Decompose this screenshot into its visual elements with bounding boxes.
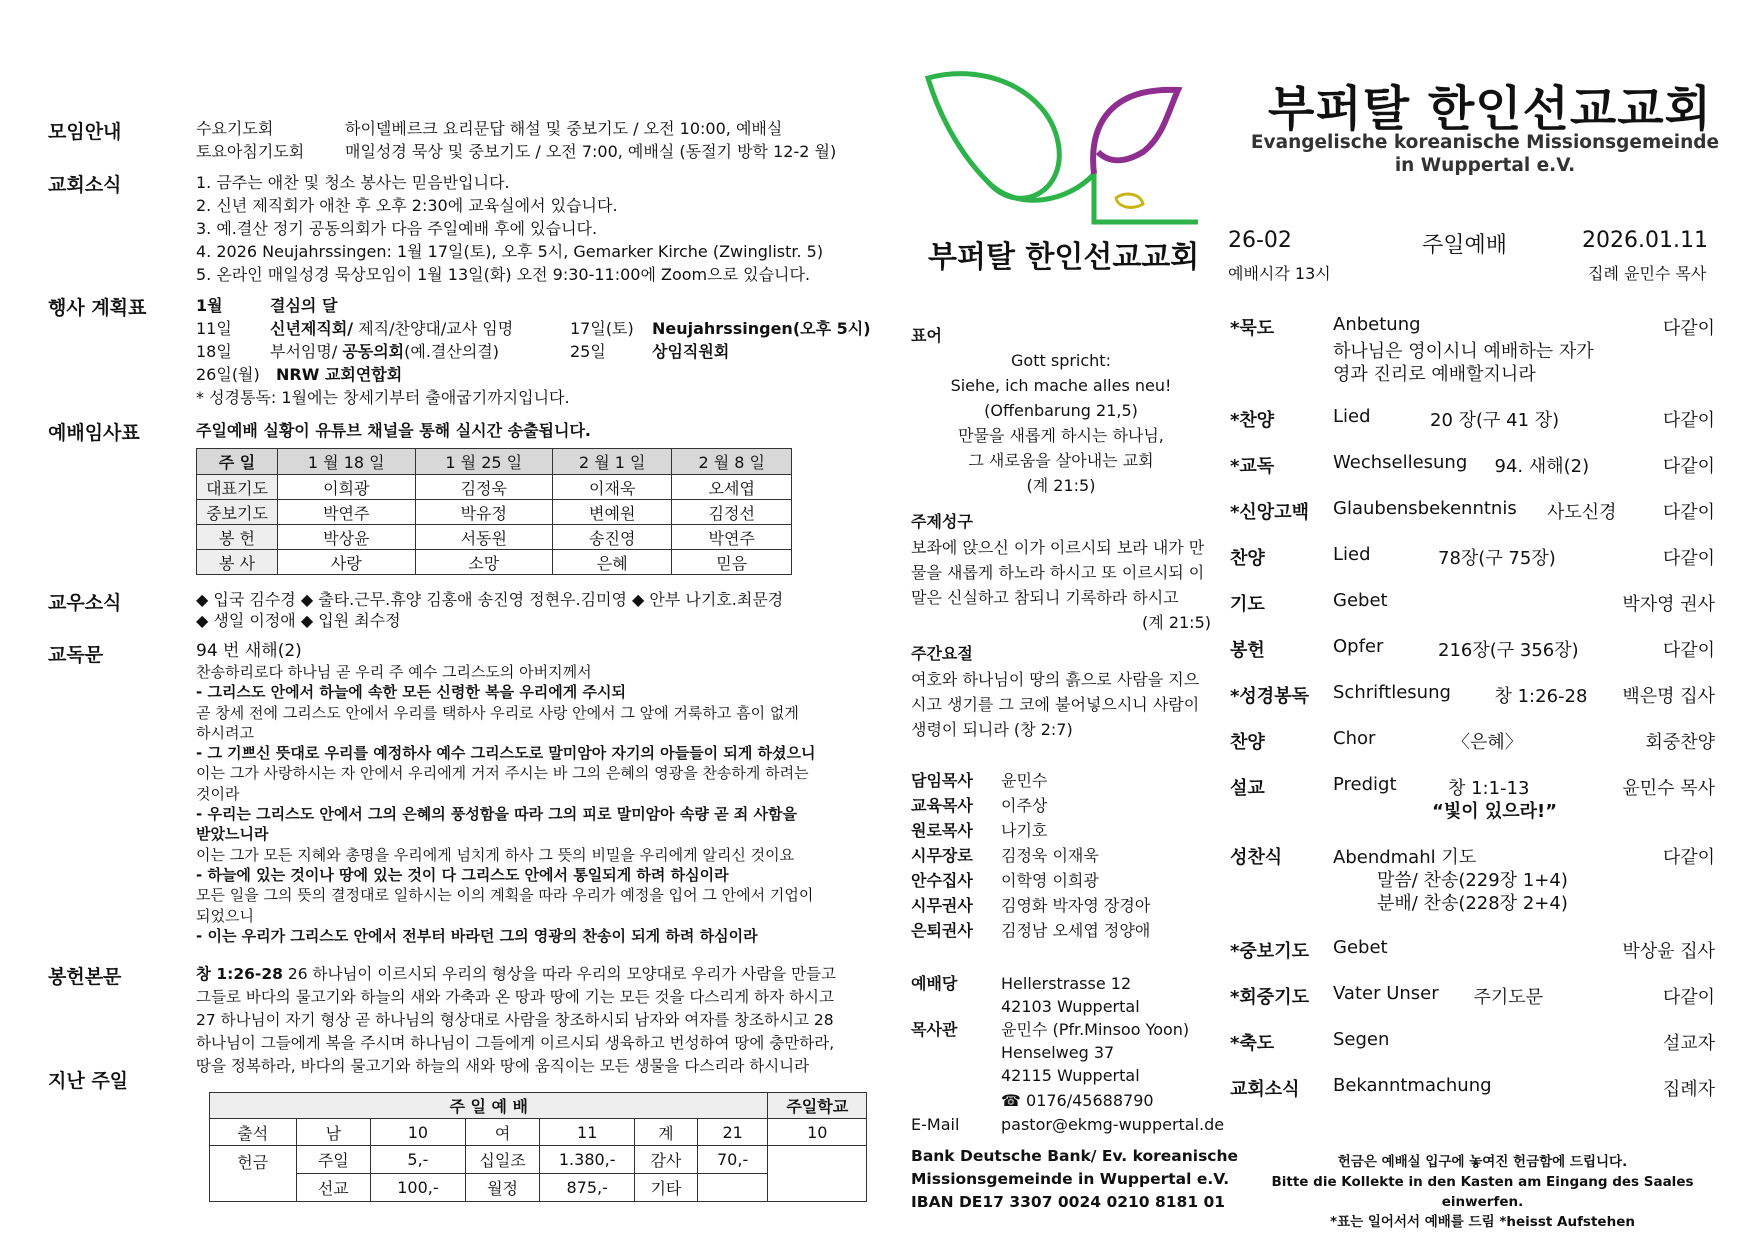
event-item: 부서임명/ 공동의회(예.결산의결) bbox=[270, 342, 499, 361]
duty-cell: 변예원 bbox=[553, 500, 672, 525]
reading-line: 것이라 bbox=[196, 784, 240, 803]
manse-label: 목사관 bbox=[911, 1020, 958, 1039]
events-month: 1월 bbox=[196, 296, 223, 315]
meeting-row-2-desc: 매일성경 묵상 및 중보기도 / 오전 7:00, 예배실 (동절기 방학 12-2 월) bbox=[345, 142, 837, 161]
weekly-verse-label: 주간요절 bbox=[911, 644, 973, 663]
duty-cell: 박유정 bbox=[415, 500, 553, 525]
service-date: 2026.01.11 bbox=[1582, 228, 1708, 253]
list-item: 시무권사 김영화 박자영 장경아 bbox=[911, 896, 1151, 915]
offering-label: 봉헌본문 bbox=[48, 966, 122, 988]
duty-header: 1 월 18 일 bbox=[278, 449, 416, 475]
reading-line: 이는 그가 모든 지혜와 총명을 우리에게 넘치게 하사 그 뜻의 비밀을 우리에게 알리신 것이요 bbox=[196, 845, 795, 864]
service-item-name: 찬양 bbox=[1230, 732, 1265, 753]
service-item-de: Schriftlesung bbox=[1333, 682, 1451, 703]
service-item-subtext: “빛이 있으라!” bbox=[1432, 801, 1558, 822]
news-item: 5. 온라인 매일성경 묵상모임이 1월 13일(화) 오전 9:30-11:00에 Zoom으로 있습니다. bbox=[196, 265, 811, 284]
meeting-row-1-name: 수요기도회 bbox=[196, 119, 274, 138]
service-item-de: Gebet bbox=[1333, 937, 1388, 958]
service-item-leader: 박상윤 집사 bbox=[1622, 941, 1715, 962]
service-time: 예배시각 13시 bbox=[1228, 264, 1331, 283]
news-item: 2. 신년 제직회가 애찬 후 오후 2:30에 교육실에서 있습니다. bbox=[196, 196, 618, 215]
service-item-detail: 94. 새해(2) bbox=[1494, 456, 1590, 477]
service-item-subtext: 영과 진리로 예배할지니라 bbox=[1333, 364, 1536, 385]
service-item-name: *중보기도 bbox=[1230, 941, 1309, 962]
reading-title: 94 번 새해(2) bbox=[196, 641, 302, 661]
list-item: 시무장로 김정욱 이재욱 bbox=[911, 846, 1099, 865]
reading-line: 이는 그가 사랑하시는 자 안에서 우리에게 거저 주시는 바 그의 은혜의 영광을 찬송하게 하려는 bbox=[196, 764, 809, 783]
attendance-head: 주 일 예 배 bbox=[210, 1093, 768, 1119]
service-item-leader: 다같이 bbox=[1662, 318, 1715, 339]
presider: 집례 윤민수 목사 bbox=[1588, 264, 1707, 283]
email-link[interactable]: pastor@ekmg-wuppertal.de bbox=[1001, 1115, 1225, 1134]
duty-cell: 박상윤 bbox=[278, 525, 416, 550]
service-item-name: 봉헌 bbox=[1230, 640, 1265, 661]
duty-cell: 김정선 bbox=[672, 500, 792, 525]
duty-cell: 서동원 bbox=[415, 525, 553, 550]
service-item-de: Predigt bbox=[1333, 774, 1397, 795]
service-item-de: Gebet bbox=[1333, 590, 1388, 611]
service-item-de: Vater Unser bbox=[1333, 983, 1439, 1004]
duty-header: 2 월 1 일 bbox=[553, 449, 672, 475]
table-row bbox=[197, 500, 792, 525]
service-item-de: Glaubensbekenntnis bbox=[1333, 498, 1517, 519]
meeting-label: 모임안내 bbox=[48, 121, 122, 143]
service-item-subtext: 분배/ 찬송(228장 2+4) bbox=[1377, 893, 1568, 914]
service-item-name: *교독 bbox=[1230, 456, 1275, 477]
service-item-detail: 216장(구 356장) bbox=[1438, 640, 1579, 661]
duty-cell: 송진영 bbox=[553, 525, 672, 550]
weekly-verse: 여호와 하나님이 땅의 흙으로 사람을 지으 시고 생기를 그 코에 불어넣으시니 사람이 생령이 되니라 (창 2:7) bbox=[911, 670, 1200, 739]
email-label: E-Mail bbox=[911, 1115, 960, 1134]
table-row bbox=[197, 550, 792, 575]
event-item: 신년제직회/ 제직/찬양대/교사 임명 bbox=[270, 319, 514, 338]
duty-cell: 박연주 bbox=[672, 525, 792, 550]
events-theme: 결심의 달 bbox=[270, 296, 338, 315]
duty-table bbox=[196, 448, 792, 575]
service-item-leader: 다같이 bbox=[1662, 987, 1715, 1008]
duty-cell: 김정욱 bbox=[415, 475, 553, 500]
service-item-de: Abendmahl 기도 bbox=[1333, 847, 1477, 868]
news-label: 교회소식 bbox=[48, 174, 122, 196]
events-note: * 성경통독: 1월에는 창세기부터 출애굽기까지입니다. bbox=[196, 388, 570, 407]
service-item-detail: 78장(구 75장) bbox=[1438, 548, 1556, 569]
event-item: NRW 교회연합회 bbox=[276, 365, 403, 384]
last-week-label: 지난 주일 bbox=[48, 1070, 129, 1092]
duty-cell: 사랑 bbox=[278, 550, 416, 575]
offering-text: 창 1:26-28 26 하나님이 이르시되 우리의 형상을 따라 우리의 모양대로 우리가 사람을 만들고 그들로 바다의 물고기와 하늘의 새와 가축과 온 땅과 땅에 기는 모든 것을 다스리게 하자 하시고 27 하나님이 자기 형상 곧 하나님의 형상대로 사람을 창조하시되 남자와 여자를 창조하시고 28 하나님이 그들에게 복을 주시며 하나님이 그들에게 이르시되 생육하고 번성하여 땅에 충만하라, 땅을 정복하라, 바다의 물고기와 하늘의 새와 땅에 움직이는 모든 생물을 다스리라 하시니라 bbox=[196, 965, 836, 1075]
duty-cell: 믿음 bbox=[672, 550, 792, 575]
bank-info: Bank Deutsche Bank/ Ev. koreanische Missionsgemeinde in Wuppertal e.V. IBAN DE17 3307 0024 0210 8181 01 bbox=[911, 1147, 1239, 1211]
reading-line: 곧 창세 전에 그리스도 안에서 우리를 택하사 우리로 사랑 안에서 그 앞에 거룩하고 흠이 없게 bbox=[196, 703, 799, 722]
events-label: 행사 계획표 bbox=[48, 297, 147, 319]
staff-list bbox=[911, 768, 1150, 943]
service-item-subtext: 말씀/ 찬송(229장 1+4) bbox=[1377, 870, 1568, 891]
reading-line: 찬송하리로다 하나님 곧 우리 주 예수 그리스도의 아버지께서 bbox=[196, 663, 592, 681]
service-item-de: Anbetung bbox=[1333, 314, 1421, 335]
duty-header: 2 월 8 일 bbox=[672, 449, 792, 475]
service-item-name: 찬양 bbox=[1230, 548, 1265, 569]
service-item-de: Lied bbox=[1333, 406, 1371, 427]
reading-line: - 하늘에 있는 것이나 땅에 있는 것이 다 그리스도 안에서 통일되게 하려 하심이라 bbox=[196, 865, 729, 884]
service-item-de: Segen bbox=[1333, 1029, 1390, 1050]
church-logo-icon bbox=[918, 52, 1198, 242]
reading-line: 모든 일을 그의 뜻의 결정대로 일하시는 이의 계획을 따라 우리가 예정을 입어 그 안에서 기업이 bbox=[196, 886, 814, 905]
offering-notice: 헌금은 예배실 입구에 놓여진 헌금함에 드립니다. Bitte die Kollekte in den Kasten am Eingang des Saales einwerfen. *표는 일어서서 예배를 드림 *heisst Aufstehen bbox=[1271, 1154, 1694, 1230]
news-item: 3. 예.결산 정기 공동의회가 다음 주일예배 후에 있습니다. bbox=[196, 219, 598, 238]
meeting-row-1-desc: 하이델베르크 요리문답 해설 및 중보기도 / 오전 10:00, 예배실 bbox=[345, 119, 783, 138]
service-item-detail: 창 1:26-28 bbox=[1494, 686, 1588, 707]
reading-label: 교독문 bbox=[48, 644, 104, 666]
service-item-de: Wechsellesung bbox=[1333, 452, 1468, 473]
service-item-name: 기도 bbox=[1230, 594, 1265, 615]
school-head: 주일학교 bbox=[768, 1093, 867, 1119]
service-item-leader: 다같이 bbox=[1662, 502, 1715, 523]
table-row: 선교 100,- 월정 875,- 기타 bbox=[210, 1174, 867, 1202]
duty-cell: 소망 bbox=[415, 550, 553, 575]
service-item-de: Opfer bbox=[1333, 636, 1384, 657]
event-item: Neujahrssingen(오후 5시) bbox=[652, 319, 871, 338]
service-item-leader: 다같이 bbox=[1662, 847, 1715, 868]
duty-label: 예배임사표 bbox=[48, 422, 140, 444]
table-row: 헌금 주일 5,- 십일조 1.380,- 감사 70,- bbox=[210, 1146, 867, 1174]
church-title: 부퍼탈 한인선교교회 bbox=[1268, 81, 1713, 137]
list-item: 담임목사 윤민수 bbox=[911, 771, 1048, 790]
table-row bbox=[210, 1093, 867, 1119]
issue-number: 26-02 bbox=[1228, 228, 1292, 253]
duty-role: 봉 헌 bbox=[197, 525, 278, 550]
event-date: 11일 bbox=[196, 319, 232, 338]
service-name: 주일예배 bbox=[1422, 233, 1508, 258]
reading-text bbox=[196, 662, 816, 946]
reading-line: 하시려고 bbox=[196, 723, 254, 742]
service-item-name: 교회소식 bbox=[1230, 1079, 1300, 1100]
meeting-row-2-name: 토요아침기도회 bbox=[196, 142, 305, 161]
reading-line: - 그리스도 안에서 하늘에 속한 모든 신령한 복을 우리에게 주시되 bbox=[196, 683, 626, 702]
service-item-leader: 백은명 집사 bbox=[1622, 686, 1715, 707]
list-item: 원로목사 나기호 bbox=[911, 821, 1048, 840]
members-news: ◆ 입국 김수경 ◆ 출타.근무.휴양 김홍애 송진영 정현우.김미영 ◆ 안부 나기호.최문경 ◆ 생일 이정애 ◆ 입원 최수정 bbox=[196, 590, 784, 630]
service-item-detail: 창 1:1-13 bbox=[1448, 778, 1530, 799]
theme-verse-label: 주제성구 bbox=[911, 512, 973, 531]
list-item: 교육목사 이주상 bbox=[911, 796, 1048, 815]
theme-verse: 보좌에 앉으신 이가 이르시되 보라 내가 만 물을 새롭게 하노라 하시고 또 이르시되 이 말은 신실하고 참되니 기록하라 하시고 (계 21:5) bbox=[911, 538, 1211, 632]
phone-number: ☎ 0176/45688790 bbox=[1001, 1091, 1154, 1110]
reading-line: 되었으니 bbox=[196, 906, 254, 925]
motto-text: Gott spricht: Siehe, ich mache alles neu! (Offenbarung 21,5) 만물을 새롭게 하시는 하나님, 그 새로움을 살아내는 교회 (계 21:5) bbox=[950, 351, 1172, 495]
service-item-detail: 〈은혜〉 bbox=[1452, 732, 1523, 753]
event-date: 26일(월) bbox=[196, 365, 260, 384]
service-item-leader: 다같이 bbox=[1662, 456, 1715, 477]
list-item: 안수집사 이학영 이희광 bbox=[911, 871, 1099, 890]
service-item-subtext: 하나님은 영이시니 예배하는 자가 bbox=[1333, 341, 1594, 362]
reading-line: - 우리는 그리스도 안에서 그의 은혜의 풍성함을 따라 그의 피로 말미암아 속량 곧 죄 사함을 bbox=[196, 805, 797, 824]
reading-line: - 이는 우리가 그리스도 안에서 전부터 바라던 그의 영광의 찬송이 되게 하려 하심이라 bbox=[196, 926, 758, 945]
service-item-detail: 주기도문 bbox=[1473, 987, 1544, 1008]
service-item-name: *찬양 bbox=[1230, 410, 1275, 431]
manse-address: 윤민수 (Pfr.Minsoo Yoon) Henselweg 37 42115 Wuppertal bbox=[1001, 1020, 1190, 1085]
service-item-name: 성찬식 bbox=[1230, 847, 1283, 868]
service-item-leader: 다같이 bbox=[1662, 640, 1715, 661]
service-item-leader: 설교자 bbox=[1662, 1033, 1715, 1054]
duty-cell: 이희광 bbox=[278, 475, 416, 500]
service-item-detail: 20 장(구 41 장) bbox=[1430, 410, 1560, 431]
table-row bbox=[197, 475, 792, 500]
duty-role: 중보기도 bbox=[197, 500, 278, 525]
reading-line: 받았느니라 bbox=[196, 825, 269, 844]
members-label: 교우소식 bbox=[48, 592, 122, 614]
news-item: 4. 2026 Neujahrssingen: 1월 17일(토), 오후 5시, Gemarker Kirche (Zwinglistr. 5) bbox=[196, 242, 824, 261]
service-item-name: 설교 bbox=[1230, 778, 1265, 799]
news-list bbox=[196, 171, 823, 286]
duty-header-row bbox=[197, 449, 792, 475]
event-item: 상임직원회 bbox=[652, 342, 730, 361]
motto-label: 표어 bbox=[911, 326, 942, 345]
service-item-de: Lied bbox=[1333, 544, 1371, 565]
event-date: 17일(토) bbox=[570, 319, 634, 338]
service-item-leader: 회중찬양 bbox=[1645, 732, 1715, 753]
service-item-name: *묵도 bbox=[1230, 318, 1275, 339]
service-item-de: Chor bbox=[1333, 728, 1376, 749]
logo-text: 부퍼탈 한인선교교회 bbox=[928, 240, 1200, 275]
duty-role: 대표기도 bbox=[197, 475, 278, 500]
table-row: 출석 남 10 여 11 계 21 10 bbox=[210, 1119, 867, 1146]
duty-role: 봉 사 bbox=[197, 550, 278, 575]
duty-cell: 박연주 bbox=[278, 500, 416, 525]
attendance-table bbox=[209, 1092, 867, 1202]
service-item-leader: 박자영 권사 bbox=[1622, 594, 1715, 615]
reading-line: - 그 기쁘신 뜻대로 우리를 예정하사 예수 그리스도로 말미암아 자기의 아들들이 되게 하셨으니 bbox=[196, 744, 816, 763]
service-item-detail: 사도신경 bbox=[1547, 502, 1617, 523]
event-date: 18일 bbox=[196, 342, 232, 361]
service-item-name: *회중기도 bbox=[1230, 987, 1309, 1008]
news-item: 1. 금주는 애찬 및 청소 봉사는 믿음반입니다. bbox=[196, 173, 510, 192]
duty-cell: 은혜 bbox=[553, 550, 672, 575]
service-item-leader: 다같이 bbox=[1662, 410, 1715, 431]
service-item-name: *신앙고백 bbox=[1230, 502, 1309, 523]
table-row bbox=[197, 525, 792, 550]
duty-notice: 주일예배 실황이 유튜브 채널을 통해 실시간 송출됩니다. bbox=[196, 421, 591, 440]
event-date: 25일 bbox=[570, 342, 606, 361]
service-item-de: Bekanntmachung bbox=[1333, 1075, 1492, 1096]
service-item-leader: 윤민수 목사 bbox=[1622, 778, 1715, 799]
service-item-name: *성경봉독 bbox=[1230, 686, 1309, 707]
duty-header: 주 일 bbox=[197, 449, 278, 475]
duty-cell: 오세엽 bbox=[672, 475, 792, 500]
church-subtitle: Evangelische koreanische Missionsgemeinde in Wuppertal e.V. bbox=[1250, 132, 1720, 176]
service-item-name: *축도 bbox=[1230, 1033, 1275, 1054]
church-address-label: 예배당 bbox=[911, 974, 958, 993]
service-item-leader: 집례자 bbox=[1662, 1079, 1715, 1100]
duty-header: 1 월 25 일 bbox=[415, 449, 553, 475]
service-item-leader: 다같이 bbox=[1662, 548, 1715, 569]
list-item: 은퇴권사 김정남 오세엽 정양애 bbox=[911, 921, 1151, 940]
duty-cell: 이재욱 bbox=[553, 475, 672, 500]
church-address: Hellerstrasse 12 42103 Wuppertal bbox=[1001, 974, 1140, 1016]
